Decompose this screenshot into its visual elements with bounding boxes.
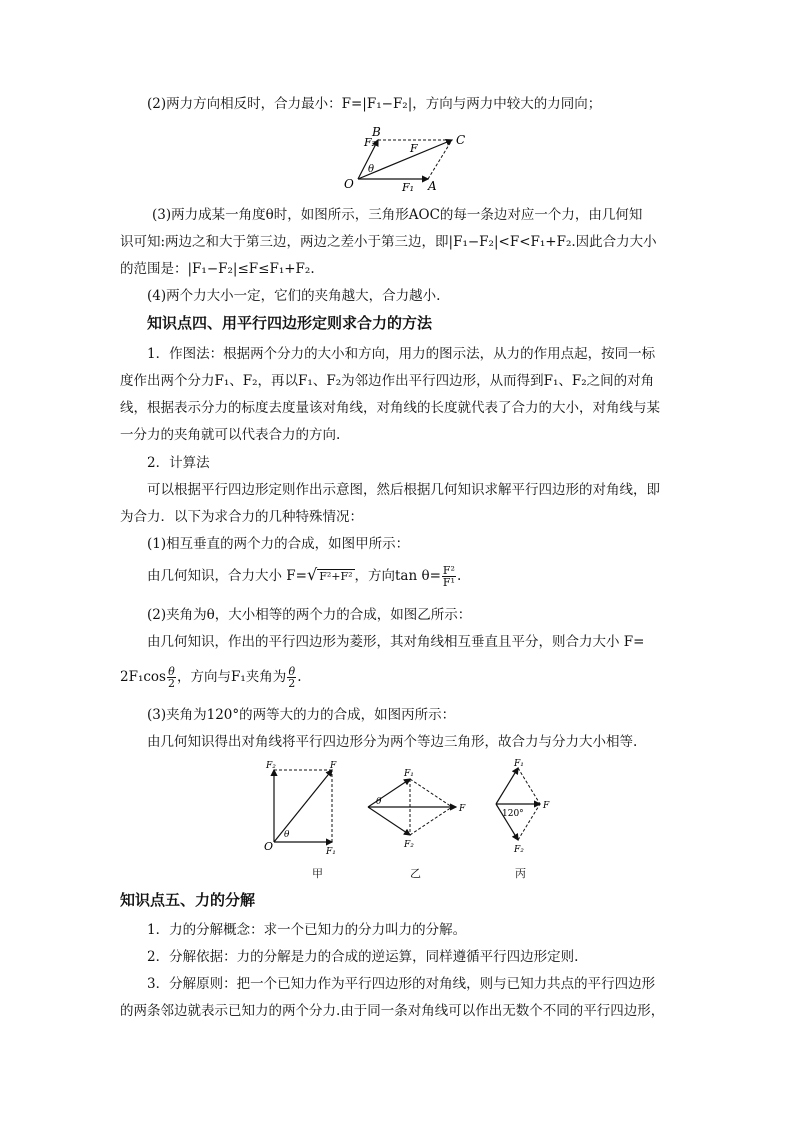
method1-l4: 一分力的夹角就可以代表合力的方向. [120,427,341,443]
label-f: F [410,142,418,155]
label-f2: F₂ [364,136,377,149]
section4-heading: 知识点四、用平行四边形定则求合力的方法 [147,314,433,332]
figure-jia [260,758,350,858]
label-c: C [456,133,466,147]
method2-l1: 可以根据平行四边形定则作出示意图，然后根据几何知识求解平行四边形的对角线，即 [147,482,660,498]
figure-bing [488,758,558,858]
paragraph-angle-larger: (4)两个力大小一定，它们的夹角越大，合力越小. [147,288,441,304]
svg-text:O: O [264,840,274,853]
svg-text:θ: θ [284,830,290,840]
caption-jia: 甲 [312,867,323,880]
half-theta-fraction-2: $\frac{\theta}{2}$ [288,665,296,690]
svg-text:F₁: F₁ [514,759,524,769]
paragraph-opposite-forces: (2)两力方向相反时，合力最小：F=|F₁−F₂|，方向与两力中较大的力同向； [147,96,602,112]
caption-yi: 乙 [410,867,421,880]
case3-title: (3)夹角为120°的两等大的力的合成，如图丙所示： [147,707,456,723]
svg-text:F: F [543,801,550,811]
half-theta-fraction: $\frac{\theta}{2}$ [167,665,175,690]
method1-l3: 线，根据表示分力的标度去度量该对角线，对角线的长度就代表了合力的大小，对角线与某 [120,400,660,416]
tan-fraction: $\frac{\text{F²}}{\text{F¹}}$ [442,564,455,589]
svg-text:F₁: F₁ [326,847,336,857]
method1-l1: 1．作图法：根据两个分力的大小和方向，用力的图示法，从力的作用点起，按同一标 [147,346,656,362]
svg-text:F: F [459,804,466,814]
decomp-l2: 2．分解依据：力的分解是力的合成的逆运算，同样遵循平行四边形定则. [147,949,579,965]
label-theta: θ [368,164,375,175]
case2-l2: 2F₁cos $\frac{\theta}{2}$ ，方向与F₁夹角为 $\frac{\theta}{2}$ . [120,665,302,690]
svg-text:120°: 120° [502,809,524,819]
case1-formula: 由几何知识，合力大小 F=√ F²+F² ，方向tan θ= $\frac{\text{F²}}{\text{F¹}}$ . [147,564,462,589]
dashed-ac [428,140,452,179]
decomp-l4: 的两条邻边就表示已知力的两个分力.由于同一条对角线可以作出无数个不同的平行四边形， [120,1003,665,1019]
label-o: O [344,177,354,191]
svg-text:F₂: F₂ [266,761,276,771]
decomp-l1: 1．力的分解概念：求一个已知力的分力叫力的分解。 [147,922,467,938]
paragraph-angle-l3: 的范围是：|F₁−F₂|≤F≤F₁+F₂. [120,261,315,277]
label-a: A [428,179,437,193]
case3-l1: 由几何知识得出对角线将平行四边形分为两个等边三角形，故合力与分力大小相等. [147,734,638,750]
case2-l1: 由几何知识，作出的平行四边形为菱形，其对角线相互垂直且平分，则合力大小 F= [147,634,645,650]
svg-text:F₁: F₁ [404,769,414,779]
method1-l2: 度作出两个分力F₁、F₂，再以F₁、F₂为邻边作出平行四边形，从而得到F₁、F₂之间的对角 [120,373,655,389]
sqrt-expression: F²+F² [319,570,353,583]
parallelogram-figure [340,124,475,194]
method2-l2: 为合力．以下为求合力的几种特殊情况： [120,509,363,525]
caption-bing: 丙 [515,867,526,880]
label-f1: F₁ [402,181,415,194]
case1-title: (1)相互垂直的两个力的合成，如图甲所示： [147,536,410,552]
svg-text:θ: θ [376,797,382,807]
svg-text:F₂: F₂ [514,845,524,855]
case2-title: (2)夹角为θ，大小相等的两个力的合成，如图乙所示： [147,607,472,623]
svg-text:F₂: F₂ [404,840,414,850]
label-b: B [372,125,381,139]
decomp-l3: 3．分解原则：把一个已知力作为平行四边形的对角线，则与已知力共点的平行四边形 [147,976,656,992]
svg-text:F: F [330,761,337,771]
figure-yi [360,765,470,850]
paragraph-angle-l1: (3)两力成某一角度θ时，如图所示，三角形AOC的每一条边对应一个力，由几何知 [152,207,643,223]
section5-heading: 知识点五、力的分解 [120,891,256,909]
paragraph-angle-l2: 识可知:两边之和大于第三边，两边之差小于第三边，即|F₁−F₂|<F<F₁+F₂.因此合力大小 [120,234,657,250]
method2-title: 2．计算法 [147,455,210,471]
